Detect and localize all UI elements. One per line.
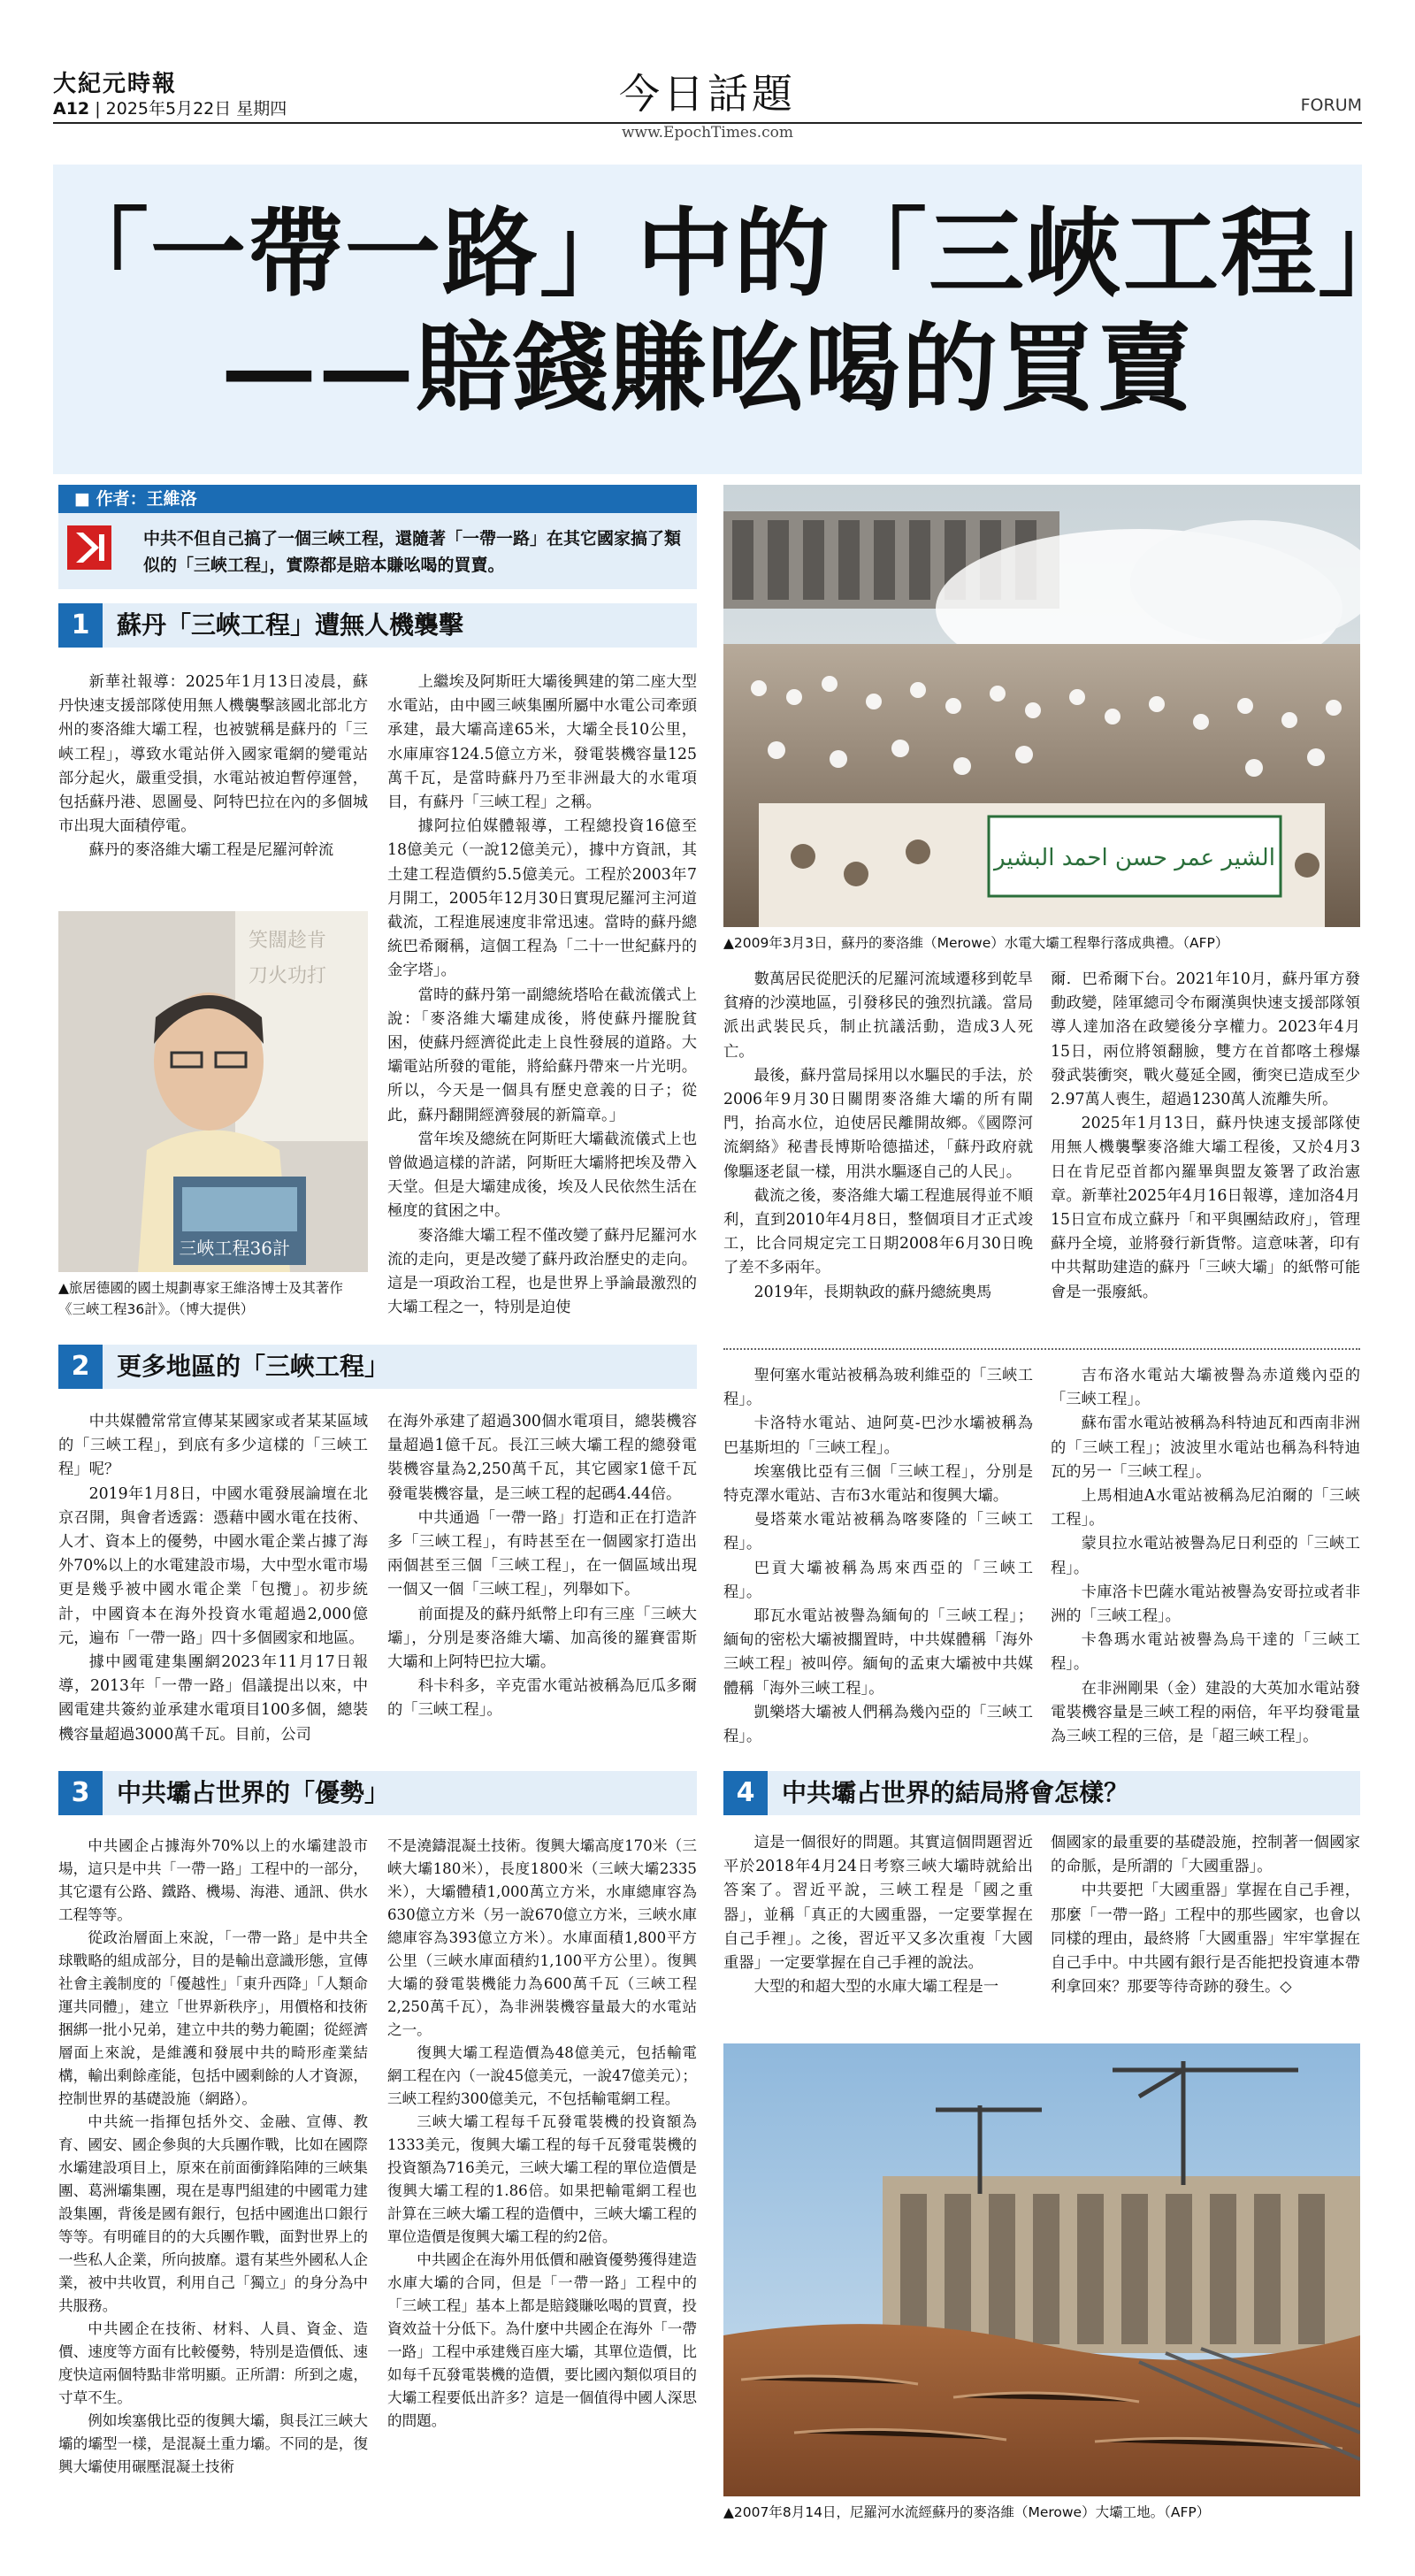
paragraph: 三峽大壩工程每千瓦發電裝機的投資額為1333美元，復興大壩工程的每千瓦發電裝機的投資額為716美元，三峽大壩工程的單位造價是復興大壩工程的1.86倍。如果把輸電網工程也計算在三峽大壩工程的造價中，三峽大壩工程的單位造價是復興大壩工程的約2倍。 xyxy=(387,2113,697,2245)
paragraph: 蘇丹的麥洛維大壩工程是尼羅河幹流 xyxy=(88,841,334,860)
paragraph: 蘇布雷水電站被稱為科特迪瓦和西南非洲的「三峽工程」；波波里水電站也稱為科特迪瓦的另一「三峽工程」。 xyxy=(1051,1414,1360,1481)
paragraph: 大型的和超大型的水庫大壩工程是一 xyxy=(753,1978,999,1997)
section-4-title: 中共壩占世界的結局將會怎樣？ xyxy=(782,1778,1129,1807)
author-name: 作者：王維洛 xyxy=(96,489,197,509)
s4-column-1 xyxy=(723,1831,1033,1999)
paragraph: 中共統一指揮包括外交、金融、宣傳、教育、國安、國企參與的大兵團作戰，比如在國際水壩建設項目上，原來在前面衝鋒陷陣的三峽集團、葛洲壩集團，現在是專門組建的中國電力建設集團，背後是國有銀行，包括中國進出口銀行等等。有明確目的的大兵團作戰，面對世界上的一些私人企業，所向披靡。還有某些外國私人企業，被中共收買，利用自己「獨立」的身分為中共服務。 xyxy=(58,2113,368,2314)
paragraph: 復興大壩工程造價為48億美元，包括輸電網工程在內（一說45億美元，一說47億美元）；三峽工程約300億美元，不包括輸電網工程。 xyxy=(387,2044,697,2107)
paragraph: 科卡科多，辛克雷水電站被稱為厄瓜多爾的「三峽工程」。 xyxy=(387,1677,697,1720)
headline xyxy=(53,196,1415,426)
paragraph: 上馬相迪A水電站被稱為尼泊爾的「三峽工程」。 xyxy=(1051,1487,1360,1530)
paragraph: 卡魯瑪水電站被譽為烏干達的「三峽工程」。 xyxy=(1051,1631,1360,1674)
newspaper-logo: 大紀元時報 xyxy=(53,71,178,97)
s2-column-1 xyxy=(58,1410,368,1747)
s1-column-3 xyxy=(723,968,1033,1305)
paragraph: 耶瓦水電站被譽為緬甸的「三峽工程」；緬甸的密松大壩被擱置時，中共媒體稱「海外三峽工程」被叫停。緬甸的孟東大壩被中共媒體稱「海外三峽工程」。 xyxy=(723,1607,1033,1698)
paragraph: 個國家的最重要的基礎設施，控制著一個國家的命脈，是所謂的「大國重器」。 xyxy=(1051,1834,1360,1876)
photo-banner-text: الشير عمر حسن احمد البشير xyxy=(994,845,1275,871)
paragraph: 埃塞俄比亞有三個「三峽工程」，分別是特克澤水電站、吉布3水電站和復興大壩。 xyxy=(723,1462,1033,1506)
paragraph: 凱樂塔大壩被人們稱為幾內亞的「三峽工程」。 xyxy=(723,1703,1033,1746)
paragraph: 不是澆鑄混凝土技術。復興大壩高度170米（三峽大壩180米），長度1800米（三峽大壩2335米），大壩體積1,000萬立方米，水庫總庫容為630億立方米（另一說670億立方米，三峽水庫總庫容為393億立方米）。水庫面積1,800平方公里（三峽水庫面積約1,100平方公里）。復興大壩的發電裝機能力為600萬千瓦（三峽工程2,250萬千瓦），為非洲裝機容量最大的水電站之一。 xyxy=(387,1837,697,2038)
section-3-header xyxy=(58,1771,697,1815)
paragraph: 中共國企占據海外70%以上的水壩建設市場，這只是中共「一帶一路」工程中的一部分，其它還有公路、鐵路、機場、海港、通訊、供水工程等等。 xyxy=(58,1837,368,1923)
paragraph: 蒙貝拉水電站被譽為尼日利亞的「三峽工程」。 xyxy=(1051,1535,1360,1577)
paragraph: 卡庫洛卡巴薩水電站被譽為安哥拉或者非洲的「三峽工程」。 xyxy=(1051,1583,1360,1626)
paragraph: 巴貢大壩被稱為馬來西亞的「三峽工程」。 xyxy=(723,1559,1033,1601)
paragraph: 最後，蘇丹當局採用以水驅民的手法，於2006年9月30日關閉麥洛維大壩的所有閘門，抬高水位，迫使居民離開故鄉。《國際河流網絡》秘書長博斯哈德描述，「蘇丹政府就像驅逐老鼠一樣，用洪水驅逐自己的人民」。 xyxy=(723,1066,1033,1181)
section-3-title: 中共壩占世界的「優勢」 xyxy=(117,1778,390,1807)
section-1-number: 1 xyxy=(58,603,103,648)
section-1-title: 蘇丹「三峽工程」遭無人機襲擊 xyxy=(117,610,464,640)
s2-column-2 xyxy=(387,1410,697,1723)
issue-date: 2025年5月22日 星期四 xyxy=(105,99,287,119)
svg-text:笑闊趁肯: 笑闊趁肯 xyxy=(249,930,327,952)
paragraph: 聖何塞水電站被稱為玻利維亞的「三峽工程」。 xyxy=(723,1367,1033,1409)
photo2-caption: ▲2007年8月14日，尼羅河水流經蘇丹的麥洛維（Merowe）大壩工地。（AFP） xyxy=(723,2504,1211,2520)
headline-line-2: ——賠錢賺吆喝的買賣 xyxy=(220,313,1194,425)
section-2-title: 更多地區的「三峽工程」 xyxy=(117,1352,390,1381)
page-number: A12 xyxy=(53,99,90,119)
photo-author-portrait xyxy=(58,911,368,1272)
page-date-line: A12 | 2025年5月22日 星期四 xyxy=(53,99,287,119)
paragraph: 這是一個很好的問題。其實這個問題習近平於2018年4月24日考察三峽大壩時就給出答案了。習近平說，三峽工程是「國之重器」，並稱「真正的大國重器，一定要掌握在自己手裡」。之後，習近平又多次重複「大國重器」一定要掌握在自己手裡的說法。 xyxy=(723,1834,1033,1973)
paragraph: 2019年，長期執政的蘇丹總統奧馬 xyxy=(753,1283,992,1301)
headline-line-1: 「一帶一路」中的「三峽工程」 xyxy=(53,198,1415,310)
photo-merowe-ceremony xyxy=(723,485,1360,927)
paragraph: 2019年1月8日，中國水電發展論壇在北京召開，與會者透露：憑藉中國水電在技術、人才、資本上的優勢，中國水電企業占據了海外70%以上的水電建設市場，大中型水電市場更是幾乎被中國水電企業「包攬」。初步統計，中國資本在海外投資水電超過2,000億元，遍布「一帶一路」四十多個國家和地區。 xyxy=(58,1484,368,1647)
paragraph: 當年埃及總統在阿斯旺大壩截流儀式上也曾做過這樣的許諾，阿斯旺大壩將把埃及帶入天堂。但是大壩建成後，埃及人民依然生活在極度的貧困之中。 xyxy=(387,1130,697,1221)
paragraph: 吉布洛水電站大壩被譽為赤道幾內亞的「三峽工程」。 xyxy=(1051,1367,1360,1409)
section-4-number: 4 xyxy=(723,1771,768,1815)
paragraph: 前面提及的蘇丹紙幣上印有三座「三峽大壩」，分別是麥洛維大壩、加高後的羅賽雷斯大壩和上阿特巴拉大壩。 xyxy=(387,1605,697,1672)
paragraph: 卡洛特水電站、迪阿莫-巴沙水壩被稱為巴基斯坦的「三峽工程」。 xyxy=(723,1414,1033,1457)
svg-text:刀火功打: 刀火功打 xyxy=(249,965,327,987)
paragraph: 據阿拉伯媒體報導，工程總投資16億至18億美元（一說12億美元），據中方資訊，其土建工程造價約5.5億美元。工程於2003年7月開工，2005年12月30日實現尼羅河主河道截流，工程進展速度非常迅速。當時的蘇丹總統巴希爾稱，這個工程為「二十一世紀蘇丹的金字塔」。 xyxy=(387,817,697,980)
paragraph: 爾．巴希爾下台。2021年10月，蘇丹軍方發動政變，陸軍總司令布爾漢與快速支援部隊領導人達加洛在政變後分享權力。2023年4月15日，兩位將領翻臉，雙方在首都喀土穆爆發武裝衝突，戰火蔓延全國，衝突已造成至少2.97萬人喪生，超過1230萬人流離失所。 xyxy=(1051,970,1360,1109)
portrait-caption: ▲旅居德國的國土規劃專家王維洛博士及其著作《三峽工程36計》。（博大提供） xyxy=(58,1280,343,1317)
paragraph: 從政治層面上來說，「一帶一路」是中共全球戰略的組成部分，目的是輸出意識形態，宣傳社會主義制度的「優越性」「東升西降」「人類命運共同體」，建立「世界新秩序」，用價格和技術捆綁一批小兄弟，建立中共的勢力範圍；從經濟層面上來說，是維護和發展中共的畸形產業結構，輸出剩餘產能，包括中國剩餘的人才資源，控制世界的基礎設施（網路）。 xyxy=(58,1929,368,2107)
lead-paragraph: 中共不但自己搞了一個三峽工程，還隨著「一帶一路」在其它國家搞了類似的「三峽工程」，實際都是賠本賺吆喝的買賣。 xyxy=(58,513,697,589)
s2-column-4 xyxy=(1051,1364,1360,1749)
s3-column-1 xyxy=(58,1835,368,2479)
section-2-number: 2 xyxy=(58,1345,103,1389)
paragraph: 截流之後，麥洛維大壩工程進展得並不順利，直到2010年4月8日，整個項目才正式竣工，比合同規定完工日期2008年6月30日晚了差不多兩年。 xyxy=(723,1186,1033,1277)
author-byline: ■ 作者：王維洛 xyxy=(58,485,697,513)
masthead-rule xyxy=(53,122,1362,124)
paragraph: 中共通過「一帶一路」打造和正在打造許多「三峽工程」，有時甚至在一個國家打造出兩個甚至三個「三峽工程」，在一個區域出現一個又一個「三峽工程」，列舉如下。 xyxy=(387,1508,697,1599)
paragraph: 曼塔萊水電站被稱為喀麥隆的「三峽工程」。 xyxy=(723,1511,1033,1553)
website-url[interactable]: www.EpochTimes.com xyxy=(622,124,793,142)
section-label-en: FORUM xyxy=(1300,96,1362,115)
section-3-number: 3 xyxy=(58,1771,103,1815)
s3-column-2 xyxy=(387,1835,697,2433)
section-2-header xyxy=(58,1345,697,1389)
book-title: 三峽工程36計 xyxy=(179,1238,290,1259)
paragraph: 在非洲剛果（金）建設的大英加水電站發電裝機容量是三峽工程的兩倍，年平均發電量為三峽工程的三倍，是「超三峽工程」。 xyxy=(1051,1679,1360,1746)
paragraph: 麥洛維大壩工程不僅改變了蘇丹尼羅河水流的走向，更是改變了蘇丹政治歷史的走向。這是一項政治工程，也是世界上爭論最激烈的大壩工程之一，特別是迫使 xyxy=(387,1226,697,1317)
photo-merowe-construction xyxy=(723,2043,1360,2496)
paragraph: 中共媒體常常宣傳某某國家或者某某區域的「三峽工程」，到底有多少這樣的「三峽工程」呢？ xyxy=(58,1413,368,1479)
s4-column-2 xyxy=(1051,1831,1360,1999)
photo1-caption: ▲2009年3月3日，蘇丹的麥洛維（Merowe）水電大壩工程舉行落成典禮。（AFP） xyxy=(723,935,1229,951)
s1-column-2 xyxy=(387,671,697,1320)
section-4-header xyxy=(723,1771,1360,1815)
s1-column-4 xyxy=(1051,968,1360,1305)
dotted-divider xyxy=(723,1348,1360,1350)
paragraph: 中共要把「大國重器」掌握在自己手裡，那麼「一帶一路」工程中的那些國家，也會以同樣的理由，最終將「大國重器」牢牢掌握在自己手中。中共國有銀行是否能把投資連本帶利拿回來？那要等待奇跡的發生。◇ xyxy=(1051,1882,1360,1997)
s1-column-1 xyxy=(58,671,368,863)
paragraph: 中共國企在技術、材料、人員、資金、造價、速度等方面有比較優勢，特別是造價低、速度快這兩個特點非常明顯。正所謂：所到之處，寸草不生。 xyxy=(58,2320,368,2406)
paragraph: 數萬居民從肥沃的尼羅河流域遷移到乾旱貧瘠的沙漠地區，引發移民的強烈抗議。當局派出武裝民兵，制止抗議活動，造成3人死亡。 xyxy=(723,970,1033,1061)
s2-column-3 xyxy=(723,1364,1033,1749)
paragraph: 上繼埃及阿斯旺大壩後興建的第二座大型水電站，由中國三峽集團所屬中水電公司牽頭承建，最大壩高達65米，大壩全長10公里，水庫庫容124.5億立方米，發電裝機容量125萬千瓦，是當時蘇丹乃至非洲最大的水電項目，有蘇丹「三峽工程」之稱。 xyxy=(387,673,697,812)
paragraph: 中共國企在海外用低價和融資優勢獲得建造水庫大壩的合同，但是「一帶一路」工程中的「三峽工程」基本上都是賠錢賺吆喝的買賣，投資效益十分低下。為什麼中共國企在海外「一帶一路」工程中承建幾百座大壩，其單位造價，比如每千瓦發電裝機的造價，要比國內類似項目的大壩工程要低出許多？這是一個值得中國人深思的問題。 xyxy=(387,2251,697,2429)
paragraph: 據中國電建集團網2023年11月17日報導，2013年「一帶一路」倡議提出以來，中國電建共簽約並承建水電項目100多個，總裝機容量超過3000萬千瓦。目前，公司 xyxy=(58,1653,368,1744)
section-1-header xyxy=(58,603,697,648)
paragraph: 在海外承建了超過300個水電項目，總裝機容量超過1億千瓦。長江三峽大壩工程的總發電裝機容量為2,250萬千瓦，其它國家1億千瓦發電裝機容量，是三峽工程的起碼4.44倍。 xyxy=(387,1413,697,1503)
paragraph: 例如埃塞俄比亞的復興大壩，與長江三峽大壩的壩型一樣，是混凝土重力壩。不同的是，復興大壩使用碾壓混凝土技術 xyxy=(58,2412,368,2475)
red-arrow-icon xyxy=(67,525,111,570)
paragraph: 當時的蘇丹第一副總統塔哈在截流儀式上說：「麥洛維大壩建成後，將使蘇丹擺脫貧困，使蘇丹經濟從此走上良性發展的道路。大壩電站所發的電能，將給蘇丹帶來一片光明。所以，今天是一個具有歷史意義的日子；從此，蘇丹翻開經濟發展的新篇章。」 xyxy=(387,985,697,1124)
paragraph: 2025年1月13日，蘇丹快速支援部隊使用無人機襲擊麥洛維大壩工程後，又於4月3日在肯尼亞首都內羅畢與盟友簽署了政治憲章。新華社2025年4月16日報導，達加洛4月15日宣布成立蘇丹「和平與團結政府」，管理蘇丹全境，並將發行新貨幣。這意味著，印有中共幫助建造的蘇丹「三峽大壩」的紙幣可能會是一張廢紙。 xyxy=(1051,1115,1360,1301)
paragraph: 新華社報導：2025年1月13日凌晨，蘇丹快速支援部隊使用無人機襲擊該國北部北方州的麥洛維大壩工程，也被號稱是蘇丹的「三峽工程」，導致水電站併入國家電網的變電站部分起火，嚴重受損，水電站被迫暫停運營，包括蘇丹港、恩圖曼、阿特巴拉在內的多個城市出現大面積停電。 xyxy=(58,673,368,836)
section-title: 今日話題 xyxy=(619,70,796,118)
